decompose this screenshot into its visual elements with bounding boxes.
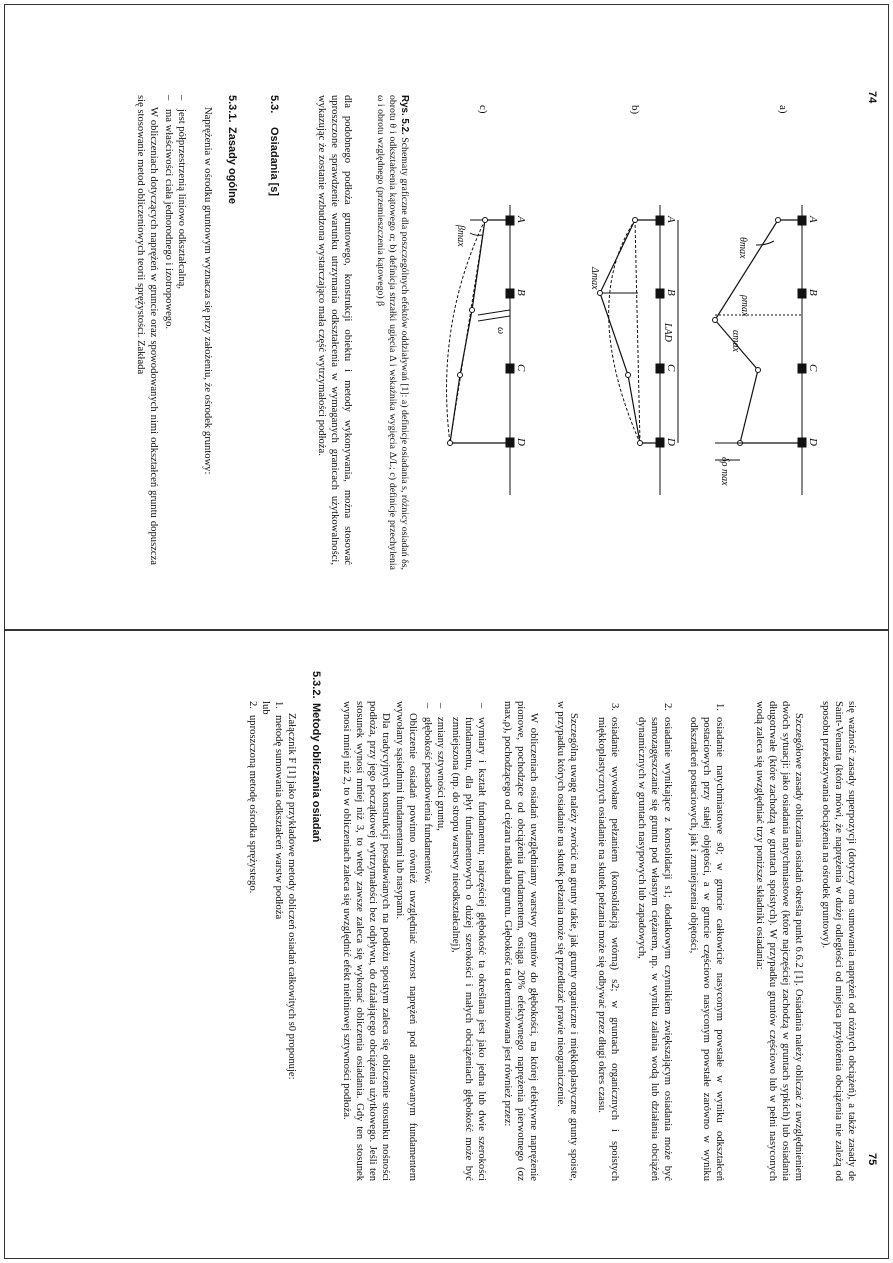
page-number: 75 [866, 1153, 878, 1166]
label-beta-max: βmax [455, 225, 466, 247]
paragraph: Obliczenie osiadań powinno również uwzględniać wzrost naprężeń pod analizowanym fundamentem wywołany sąsiednimi fundamentami lub nasypami. [393, 701, 418, 1181]
svg-text:C: C [515, 364, 527, 372]
paragraph: Naprężenia w ośrodku gruntowym wyznacza się przy założeniu, że ośrodek gruntowy: [202, 107, 213, 475]
intro-paragraph: dla podobnego podłoża gruntowego, konstrukcji obiektu i metody wykonywania, można stosować uproszczone sprawdzenie warunku utrzymania odkształcenia w wymaganych granicach użytkowalności, wykazując że zostanie wzbudzona wystarczająco mała część wytrzymałości podłoża. [315, 95, 353, 565]
svg-text:A: A [665, 216, 677, 223]
page-75-content [5, 631, 890, 1260]
numbered-item: 2. osiadanie wynikające z konsolidacji s1; dodatkowym czynnikiem zwiększającym osiadania może być samozagęszczanie się gruntu pod własnym ciężarem, np. w wyniku zalania wodą lub działania obciążeń dynamicznych w gruntach nasypowych lub zapadowych, [635, 703, 673, 1181]
paragraph: się ważność zasady superpozycji (dotyczy ona sumowania naprężeń od różnych obciążeń), a także zasady de Saint-Venanta (która mówi, że naprężenia w dużej odległości od miejsca przyłożenia obciążenia nie zależą od sposobu przekazywania obciążenia na ośrodek gruntowy). [819, 701, 857, 1181]
label-delta-rho-max: δρ max [719, 457, 730, 486]
label-theta-max: θmax [737, 237, 748, 259]
method-item: 2. uproszczoną metodę ośrodka sprężystego. [247, 701, 258, 894]
list-item: – wymiary i kształt fundamentu; najczęściej głębokość ta określana jest jako jedna lub dwie szerokości fundamentu, dla płyt fundamentowych o dużej szerokości i małych obciążeniach głębokość może być zmniejszona (np. do stropu warstwy nieodkształcalnej), [449, 703, 487, 1181]
svg-text:B: B [515, 289, 527, 296]
paragraph: W obliczeniach osiadań uwzględniamy warstwy gruntów do głębokości, na której efektywne naprężenie pionowe, pochodzące od obciążenia fundamentem, osiąga 20% efektywnego naprężenia pierwotnego (σz max,ρ), pochodzącego od ciężaru nadkładu gruntu. Głębokość ta determinowana jest również przez: [501, 701, 539, 1181]
section-heading: 5.3.Osiadania [s] [268, 95, 280, 197]
list-item: – głębokość posadowienia fundamentów. [422, 703, 433, 884]
page-number: 74 [866, 91, 878, 104]
paragraph: Szczegółowe zasady obliczania osiadań określa punkt 6.6.2 [1]. Osiadania należy obliczać z uwzględnieniem dwóch sytuacji: jako osiadania natychmiastowe (które najczęściej zachodzą w gruntach sypkich) lub osiadania długotrwałe (które zachodzą w gruntach spoistych). W przypadku gruntów częściowo lub w pełni nasyconych wodą zaleca się uwzględniać trzy poniższe składniki osiadania: [753, 701, 804, 1181]
svg-text:D: D [515, 438, 527, 446]
svg-text:C: C [665, 364, 677, 372]
numbered-item: 1. osiadanie natychmiastowe s0; w gruncie całkowicie nasyconym powstałe w wyniku odkształceń postaciowych przy stałej objętości, a w gruncie częściowo nasyconym powstałe zarówno w wyniku odkształceń postaciowych, jak i zmniejszenia objętości, [687, 703, 725, 1181]
panel-label: a) [777, 105, 789, 114]
svg-text:B: B [665, 289, 677, 296]
label-delta-max: Δmax [589, 267, 600, 290]
or-word: lub [260, 701, 271, 715]
paragraph: Dla tradycyjnych konstrukcji posadawianych na podłożu spoistym zaleca się obliczenie stosunku nośności podłoża, przy jego początkowej wytrzymałości bez odpływu, do działającego obciążenia użytkowego. Jeśli ten stosunek wynosi mniej niż 3, to wtedy zawsze zaleca się wykonać obliczenia osiadania. Gdy ten stosunek wynosi mniej niż 2, to w obliczeniach zaleca się uwzględnić efekt nieliniowej sztywności podłoża. [340, 701, 391, 1181]
paragraph: W obliczeniach dotyczących naprężeń w gruncie oraz spowodowanych nimi odkształceń gruntu dopuszcza się stosowanie metod obliczeniowych teorii sprężystości. Zakłada [134, 95, 159, 565]
list-item: – jest półprzestrzenią liniowo odkształcalną, [176, 95, 187, 290]
svg-text:A: A [515, 216, 527, 223]
list-item: – ma właściwości ciała jednorodnego i izotropowego. [163, 95, 174, 330]
label-alpha-max: αmax [730, 330, 741, 352]
subsection-heading: 5.3.1.Zasady ogólne [226, 95, 238, 205]
panel-label: c) [477, 105, 489, 114]
page-74-content [5, 5, 890, 631]
svg-text:A: A [807, 216, 819, 223]
svg-text:B: B [807, 289, 819, 296]
svg-text:C: C [807, 364, 819, 372]
label-omega: ω [495, 327, 506, 335]
svg-text:D: D [665, 438, 677, 446]
figure-caption [374, 95, 410, 570]
panel-label: b) [629, 105, 641, 115]
page-74 [4, 4, 889, 630]
method-item: 1. metodę sumowania odkształceń warstw podłoża [273, 701, 284, 920]
paragraph: Załącznik F [1] jako przykładowe metody obliczeń osiadań całkowitych s0 proponuje: [286, 713, 297, 1080]
numbered-item: 3. osiadanie wywołane pełzaniem (konsolidacją wtórną) s2; w gruntach organicznych i spoistych miękkoplastycznych osiadanie na skutek pełzania może się odbywać przez długi okres czasu. [595, 703, 620, 1181]
settlement-profile-a [715, 220, 802, 443]
subsection-heading: 5.3.2.Metody obliczania osiadań [310, 671, 322, 843]
page-75 [4, 630, 889, 1259]
caption-text: Schematy graficzne dla poszczególnych efektów oddziaływań [1]: a) definicje osiadania s, różnicy osiadań δs, obrotu θ i odkształcenia kątowego α; b) definicja strzałki ugięcia Δ i wskaźnika wygięcia Δ/L; c) definicje przechylenia ω i obrotu względnego (przemieszczenia kątowego) β [375, 95, 410, 570]
list-item: – zmiany sztywności gruntu, [435, 703, 446, 831]
paragraph: Szczególną uwagę należy zwrócić na grunty takie, jak grunty organiczne i miękkoplastyczne grunty spoiste, w przypadku których osiadanie na skutek pełzania może się przedłużać prawie nieograniczenie. [554, 701, 579, 1181]
label-l-ad: LAD [662, 323, 673, 342]
label-rho-max: ρmax [739, 295, 750, 317]
caption-label: Rys. 5.2. [399, 95, 410, 135]
svg-text:D: D [807, 438, 819, 446]
